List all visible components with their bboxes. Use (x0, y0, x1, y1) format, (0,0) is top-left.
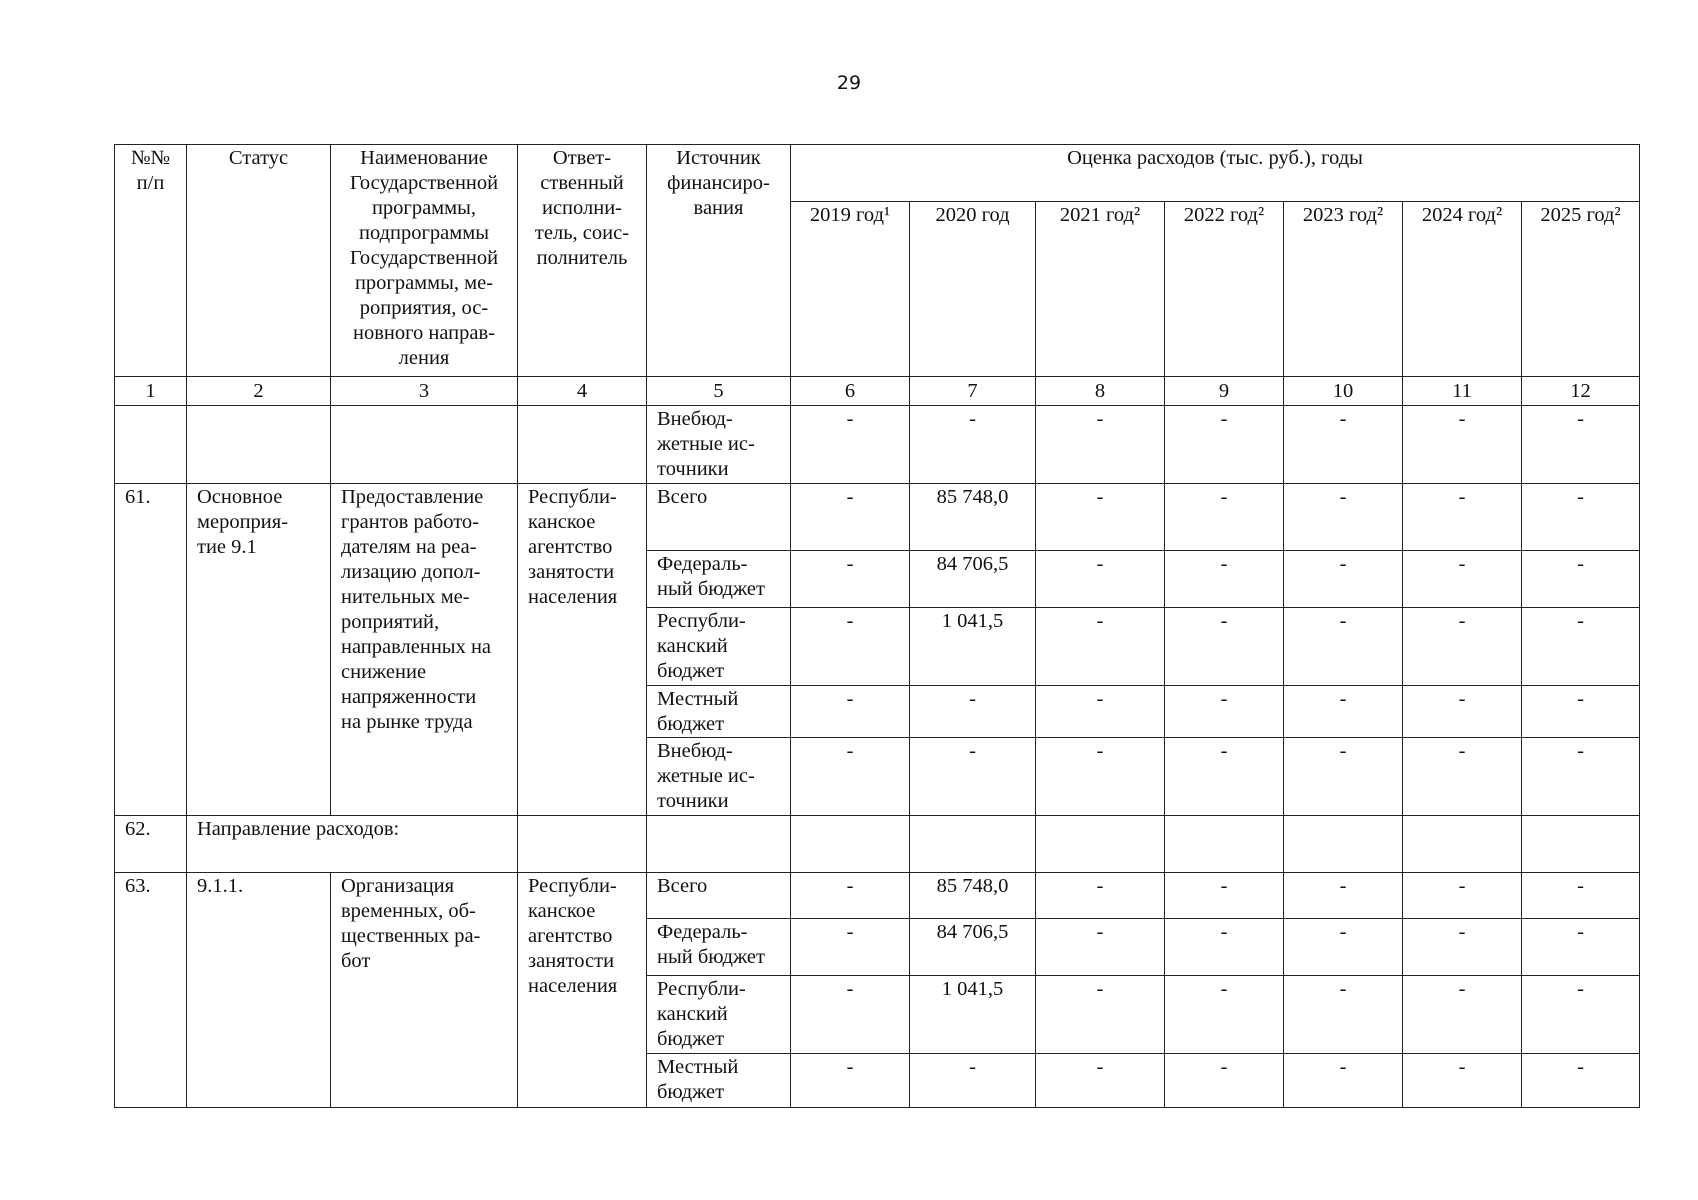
value-cell: - (1036, 686, 1165, 738)
value-cell: - (910, 406, 1036, 484)
funding-source: Внебюд- жетные ис- точники (647, 738, 791, 816)
header-number: №№ п/п (115, 145, 187, 377)
value-cell: - (1403, 551, 1522, 608)
value-cell: 85 748,0 (910, 873, 1036, 919)
value-cell: - (1522, 873, 1640, 919)
value-cell: - (1036, 551, 1165, 608)
value-cell: - (910, 686, 1036, 738)
empty-cell (187, 406, 331, 484)
empty-cell (1036, 816, 1165, 873)
column-number: 5 (647, 377, 791, 406)
empty-cell (791, 816, 910, 873)
value-cell: - (1403, 919, 1522, 976)
value-cell: - (1403, 1054, 1522, 1108)
value-cell: - (791, 608, 910, 686)
value-cell: - (1284, 551, 1403, 608)
value-cell: - (1284, 919, 1403, 976)
value-cell: - (791, 873, 910, 919)
value-cell: - (1284, 738, 1403, 816)
table-row (115, 873, 1640, 919)
column-number: 8 (1036, 377, 1165, 406)
empty-cell (1522, 816, 1640, 873)
value-cell: 85 748,0 (910, 484, 1036, 551)
status-cell: 9.1.1. (187, 873, 331, 1108)
value-cell: - (1522, 406, 1640, 484)
value-cell: - (1036, 484, 1165, 551)
column-number: 10 (1284, 377, 1403, 406)
value-cell: 1 041,5 (910, 608, 1036, 686)
header-funding-source: Источник финансиро- вания (647, 145, 791, 377)
value-cell: - (1165, 873, 1284, 919)
funding-source: Республи- канский бюджет (647, 608, 791, 686)
value-cell: - (791, 551, 910, 608)
empty-cell (1165, 816, 1284, 873)
column-number-row (115, 377, 1640, 406)
column-number: 4 (518, 377, 647, 406)
value-cell: - (1284, 873, 1403, 919)
value-cell: - (1403, 976, 1522, 1054)
year-header: 2019 год¹ (791, 202, 910, 377)
value-cell: - (1036, 1054, 1165, 1108)
empty-cell (1284, 816, 1403, 873)
value-cell: - (1284, 406, 1403, 484)
value-cell: - (1522, 738, 1640, 816)
value-cell: - (1165, 406, 1284, 484)
table-row (115, 484, 1640, 551)
value-cell: - (1522, 976, 1640, 1054)
value-cell: - (1522, 919, 1640, 976)
funding-source: Всего (647, 873, 791, 919)
row-number: 62. (115, 816, 187, 873)
value-cell: - (1522, 551, 1640, 608)
value-cell: - (1036, 738, 1165, 816)
value-cell: - (1165, 551, 1284, 608)
value-cell: - (791, 484, 910, 551)
year-header: 2021 год² (1036, 202, 1165, 377)
empty-cell (518, 816, 647, 873)
value-cell: - (1403, 738, 1522, 816)
value-cell: - (1522, 608, 1640, 686)
value-cell: - (1036, 406, 1165, 484)
year-header: 2025 год² (1522, 202, 1640, 377)
value-cell: - (1036, 976, 1165, 1054)
value-cell: - (791, 919, 910, 976)
header-status: Статус (187, 145, 331, 377)
value-cell: - (1165, 919, 1284, 976)
value-cell: - (1403, 686, 1522, 738)
empty-cell (331, 406, 518, 484)
value-cell: - (791, 1054, 910, 1108)
year-header: 2020 год (910, 202, 1036, 377)
header-row (115, 145, 1640, 202)
status-cell: Основное мероприя- тие 9.1 (187, 484, 331, 816)
value-cell: - (1522, 686, 1640, 738)
value-cell: - (791, 406, 910, 484)
column-number: 6 (791, 377, 910, 406)
program-name-cell: Предоставление грантов работо- дателям на реа- лизацию допол- нительных ме- роприятий, направленных на снижение напряженности на рынке труда (331, 484, 518, 816)
value-cell: - (1165, 976, 1284, 1054)
year-header: 2023 год² (1284, 202, 1403, 377)
year-header: 2022 год² (1165, 202, 1284, 377)
page-number: 29 (836, 72, 862, 94)
row-number: 63. (115, 873, 187, 1108)
value-cell: - (1403, 484, 1522, 551)
value-cell: - (1522, 484, 1640, 551)
empty-cell (518, 406, 647, 484)
value-cell: - (910, 1054, 1036, 1108)
value-cell: - (1522, 1054, 1640, 1108)
header-executor: Ответ- ственный исполни- тель, соис- полнитель (518, 145, 647, 377)
executor-cell: Республи- канское агентство занятости населения (518, 484, 647, 816)
funding-source: Местный бюджет (647, 686, 791, 738)
value-cell: - (1036, 608, 1165, 686)
empty-cell (115, 406, 187, 484)
header-expenses: Оценка расходов (тыс. руб.), годы (791, 145, 1640, 202)
funding-source: Внебюд- жетные ис- точники (647, 406, 791, 484)
value-cell: - (1165, 608, 1284, 686)
value-cell: - (1284, 484, 1403, 551)
funding-source: Федераль- ный бюджет (647, 551, 791, 608)
funding-source: Всего (647, 484, 791, 551)
value-cell: - (1284, 608, 1403, 686)
table-row (115, 406, 1640, 484)
value-cell: - (1165, 738, 1284, 816)
value-cell: - (791, 738, 910, 816)
row-number: 61. (115, 484, 187, 816)
column-number: 7 (910, 377, 1036, 406)
value-cell: - (791, 686, 910, 738)
value-cell: - (1403, 406, 1522, 484)
value-cell: - (1284, 976, 1403, 1054)
value-cell: - (1036, 873, 1165, 919)
value-cell: - (1284, 686, 1403, 738)
program-name-cell: Организация временных, об- щественных ра- бот (331, 873, 518, 1108)
value-cell: - (1403, 608, 1522, 686)
column-number: 1 (115, 377, 187, 406)
column-number: 9 (1165, 377, 1284, 406)
funding-source: Федераль- ный бюджет (647, 919, 791, 976)
column-number: 11 (1403, 377, 1522, 406)
value-cell: 1 041,5 (910, 976, 1036, 1054)
funding-source: Местный бюджет (647, 1054, 791, 1108)
header-program-name: Наименование Государственной программы, подпрограммы Государственной программы, ме- роприятия, ос- новного направ- ления (331, 145, 518, 377)
empty-cell (910, 816, 1036, 873)
empty-cell (647, 816, 791, 873)
value-cell: - (1165, 484, 1284, 551)
value-cell: - (1036, 919, 1165, 976)
executor-cell: Республи- канское агентство занятости населения (518, 873, 647, 1108)
column-number: 2 (187, 377, 331, 406)
value-cell: 84 706,5 (910, 919, 1036, 976)
section-heading: Направление расходов: (187, 816, 518, 873)
table-row (115, 816, 1640, 873)
value-cell: - (1284, 1054, 1403, 1108)
column-number: 12 (1522, 377, 1640, 406)
year-header: 2024 год² (1403, 202, 1522, 377)
value-cell: 84 706,5 (910, 551, 1036, 608)
value-cell: - (1403, 873, 1522, 919)
value-cell: - (1165, 1054, 1284, 1108)
value-cell: - (1165, 686, 1284, 738)
funding-source: Республи- канский бюджет (647, 976, 791, 1054)
column-number: 3 (331, 377, 518, 406)
budget-table (114, 144, 1640, 1108)
empty-cell (1403, 816, 1522, 873)
value-cell: - (791, 976, 910, 1054)
value-cell: - (910, 738, 1036, 816)
